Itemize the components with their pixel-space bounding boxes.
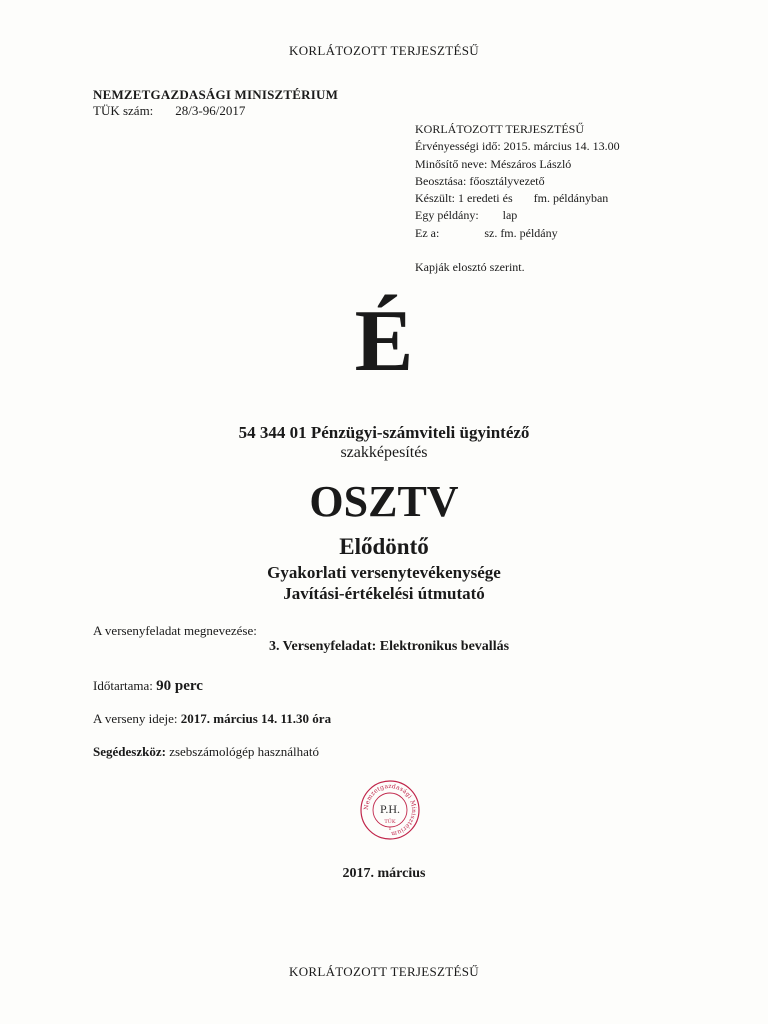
header-restriction: KORLÁTOZOTT TERJESZTÉSŰ xyxy=(289,43,479,58)
stamp-center-text: P.H. xyxy=(379,802,401,816)
stamp-ring-text: Nemzetgazdasági Minisztérium xyxy=(362,782,418,838)
document-date: 2017. március xyxy=(342,866,426,881)
competition-name: OSZTV xyxy=(309,477,459,526)
duration-value: 90 perc xyxy=(156,678,203,694)
tuk-label: TÜK szám: xyxy=(93,103,154,118)
classification-block xyxy=(415,121,620,276)
competition-guide: Javítási-értékelési útmutató xyxy=(283,584,485,603)
tuk-number: 28/3-96/2017 xyxy=(175,103,246,118)
qualification-type: szakképesítés xyxy=(340,444,428,461)
big-letter: É xyxy=(354,293,414,390)
tuk-number-line xyxy=(93,103,245,119)
official-stamp-icon xyxy=(359,779,421,841)
task-name: 3. Versenyfeladat: Elektronikus bevallás xyxy=(268,639,510,654)
classification-line: Érvényességi idő: 2015. március 14. 13.00 xyxy=(415,139,620,154)
schedule-line xyxy=(93,711,331,727)
footer-restriction: KORLÁTOZOTT TERJESZTÉSŰ xyxy=(289,964,479,979)
tools-value: zsebszámológép használható xyxy=(165,744,319,759)
competition-activity: Gyakorlati versenytevékenysége xyxy=(267,563,501,582)
stamp-number: 1 xyxy=(388,826,392,832)
tools-line xyxy=(93,744,319,760)
classification-line: Minősítő neve: Mészáros László xyxy=(415,156,572,171)
classification-line: Egy példány: lap xyxy=(415,208,518,223)
qualification-title: 54 344 01 Pénzügyi-számviteli ügyintéző xyxy=(238,423,530,442)
tools-label: Segédeszköz: xyxy=(93,744,166,759)
classification-line: Készült: 1 eredeti és fm. példányban xyxy=(415,191,609,206)
competition-round: Elődöntő xyxy=(339,534,429,559)
stamp-bottom-text: TÜK xyxy=(384,819,396,825)
classification-line: Ez a: sz. fm. példány xyxy=(415,225,558,240)
ministry-name: NEMZETGAZDASÁGI MINISZTÉRIUM xyxy=(93,87,339,102)
distribution-note: Kapják elosztó szerint. xyxy=(415,260,525,275)
schedule-value: 2017. március 14. 11.30 óra xyxy=(180,711,332,726)
classification-line: KORLÁTOZOTT TERJESZTÉSŰ xyxy=(415,122,585,136)
classification-line: Beosztása: főosztályvezető xyxy=(415,173,545,188)
duration-label: Időtartama: xyxy=(93,678,157,693)
schedule-label: A verseny ideje: xyxy=(93,711,181,726)
duration-line xyxy=(93,678,203,695)
task-label: A versenyfeladat megnevezése: xyxy=(93,623,257,638)
